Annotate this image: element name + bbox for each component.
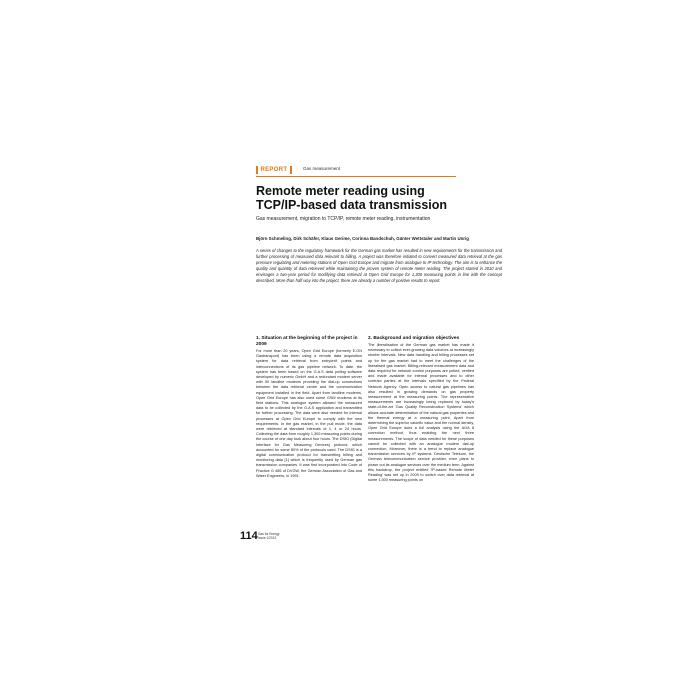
keywords: Gas measurement, migration to TCP/IP, remote meter reading, instrumentation [256,216,431,222]
section-body-1: For more than 20 years, Open Grid Europe (formerly E.ON Gastransport) has been using a remote data acquisition system for data retrieval from entry/exit points and interconnections of its gas pipeline network. To date, the system has been based on the G.A.S data polling software developed by numeric GmbH and a redundant modem server with 50 landline modems providing the dial-up connections between the data retrieval centre and the communication equipment installed in the field. Apart from landline modems, Open Grid Europe has also used some GSM modems at its field stations. This analogue system allowed the measured data to be collected by the G.A.S application and transmitted for further processing. The data were also needed for internal processes at Open Grid Europe to comply with the new requirements. In the gas market, in the pull mode, the data were retrieved at standard intervals of 1, 4 or 24 hours. Collecting the data from roughly 1,300 measuring points during the course of one day took about four hours. The DSfG (Digital Interface for Gas Measuring Devices) protocol, which accounted for some 80% of the protocols used. The DSfG is a digital communication protocol for transmitting billing and monitoring data [1] which is frequently used by German gas transmission companies. It was first incorporated into Code of Practice G 485 of DVGW, the German Association of Gas and Water Engineers, in 1991. [256,349,362,478]
section-label: REPORT [260,167,288,173]
orange-bar-icon [256,166,258,174]
journal-info [258,532,279,540]
abstract: A series of changes to the regulatory framework for the German gas market has resulted in new requirements for the transmission and further processing of measured data relevant to billing. A project was therefore initiated to convert measured data retrieval at the gas pressure regulating and metering stations of Open Grid Europe and migrate from analogue to IP technology. The aim is to enhance the quality and quantity of data retrieved while maintaining the proven system of remote meter reading. The project started in 2010 and envisages a two-year period for modifying data retrieval at Open Grid Europe for 1,300 measuring points in line with the concept described. More than half way into the project, there are already a number of positive results to report. [256,248,502,283]
title-line-2: TCP/IP-based data transmission [256,198,448,212]
header-rule [256,176,456,177]
topic-label: Gas measurement [303,166,341,171]
section-tag [256,165,302,175]
section-body-2: The liberalisation of the German gas market has made it necessary to collect ever-growing data volumes at increasingly shorter intervals. New data handling and billing processes set up for the gas market had to meet the challenges of the liberalised gas market. Billing-relevant measurement data and data required for network control purposes are polled, verified and made available for internal processes and to other contract parties at the intervals specified by the Federal Network Agency. Open access to natural gas pipelines has also resulted in growing demands on gas property measurement at the measuring points. The representative measurements are increasingly being replaced by today's state-of-the-art 'Gas Quality Reconstruction Systems' which allows accurate determination of the natural gas properties and the thermal energy at a measuring point. Apart from determining the superior calorific value and the normal density, Open Grid Europe does a full analysis using the AGA 8 correction method, thus enabling the next three measurements. The scope of data needed for these purposes cannot be collected with an analogue modem dial-up connection. Moreover, there is a trend to replace analogue transmission services by IP systems. Deutsche Telekom, the German telecommunication service provider, even plans to phase out its analogue services over the medium term. Against this backdrop, the project entitled 'IP-based Remote Meter Reading' was set up in 2009 to switch over data retrieval at some 1,300 measuring points on [368,343,474,483]
section-heading-1: 1. Situation at the beginning of the project in 2009 [256,336,358,347]
authors: Björn Schmeling, Dirk Schäfer, Klaus Gerime, Corinna Bandschuh, Gänter Wettstaler and Martin Unrig [256,236,469,241]
journal-name: Gas for Energy [258,532,280,536]
page-footer [240,530,300,546]
journal-issue: Issue 1/2013 [258,536,277,540]
section-header [256,165,456,175]
section-heading-2: 2. Background and migration objectives [368,336,460,341]
orange-bar-icon [290,166,292,174]
left-column [256,336,362,479]
page-number: 114 [240,530,258,542]
right-column [368,336,474,483]
article-title [256,184,516,212]
title-line-1: Remote meter reading using [256,184,425,198]
